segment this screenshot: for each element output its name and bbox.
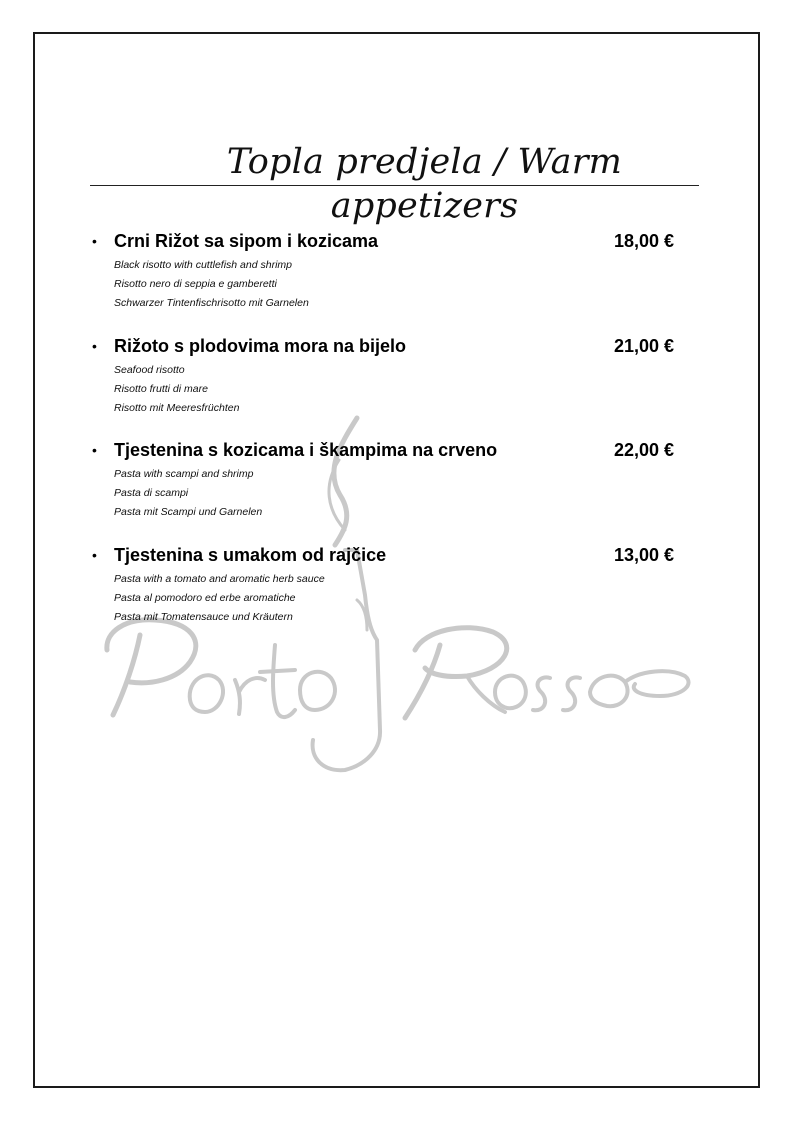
title-underline	[90, 185, 699, 186]
page-title: Topla predjela / Warm appetizers	[226, 142, 623, 226]
menu-item-header	[92, 437, 692, 463]
translation-german: Risotto mit Meeresfrüchten	[114, 401, 240, 414]
translation-english: Seafood risotto	[114, 364, 185, 376]
translation-english: Pasta with a tomato and aromatic herb sauce	[114, 573, 325, 585]
translation-italian: Pasta di scampi	[114, 486, 189, 499]
translation-german: Pasta mit Tomatensauce und Kräutern	[114, 610, 293, 623]
menu-item	[92, 437, 692, 521]
dish-price: 18,00 €	[614, 231, 675, 251]
menu-item	[92, 542, 692, 626]
translation-italian: Risotto frutti di mare	[114, 382, 208, 395]
menu-item-header	[92, 542, 692, 568]
dish-name: Rižoto s plodovima mora na bijelo	[114, 336, 407, 356]
translation-german: Pasta mit Scampi und Garnelen	[114, 505, 263, 518]
bullet-icon: •	[92, 442, 97, 458]
dish-price: 13,00 €	[614, 545, 675, 565]
dish-name: Tjestenina s umakom od rajčice	[114, 545, 387, 565]
dish-name: Crni Rižot sa sipom i kozicama	[114, 231, 379, 251]
dish-translations	[114, 256, 692, 312]
menu-item-header	[92, 228, 692, 254]
bullet-icon: •	[92, 338, 97, 354]
menu-item	[92, 333, 692, 417]
dish-translations	[114, 361, 692, 417]
translation-english: Black risotto with cuttlefish and shrimp	[114, 259, 292, 271]
dish-name: Tjestenina s kozicama i škampima na crveno	[114, 440, 498, 460]
bullet-icon: •	[92, 233, 97, 249]
dish-price: 22,00 €	[614, 440, 675, 460]
translation-italian: Risotto nero di seppia e gamberetti	[114, 277, 277, 290]
dish-price: 21,00 €	[614, 336, 675, 356]
menu-item-header	[92, 333, 692, 359]
bullet-icon: •	[92, 547, 97, 563]
dish-translations	[114, 570, 692, 626]
dish-translations	[114, 465, 692, 521]
translation-german: Schwarzer Tintenfischrisotto mit Garnelen	[114, 296, 309, 309]
translation-english: Pasta with scampi and shrimp	[114, 468, 254, 480]
translation-italian: Pasta al pomodoro ed erbe aromatiche	[114, 591, 296, 604]
menu-item	[92, 228, 692, 312]
